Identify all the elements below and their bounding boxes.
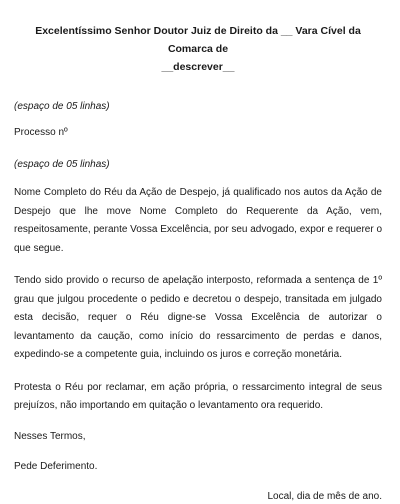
spacing-note: (espaço de 05 linhas) <box>14 159 110 170</box>
place-and-date: Local, dia de mês de ano. <box>267 490 382 502</box>
paragraph-request: Tendo sido provido o recurso de apelação interposto, reformada a sentença de 1º grau que julgou procedente o pedido e decretou o despejo, transitada em julgado esta decisão, requer o Réu digne-se Vossa Excelência de autorizar o levantamento da caução, como início do ressarcimento de perdas e danos, expedindo-se a competente guia, incluindo os juros e correção monetária. <box>14 275 382 360</box>
process-number-label: Processo nº <box>14 127 68 138</box>
heading-line-1: Excelentíssimo Senhor Doutor Juiz de Direito da __ Vara Cível da Comarca de <box>35 25 361 55</box>
heading-line-2: __descrever__ <box>161 61 235 73</box>
spacing-note: (espaço de 05 linhas) <box>14 101 110 112</box>
closing-terms: Nesses Termos, <box>14 430 86 442</box>
paragraph-introduction: Nome Completo do Réu da Ação de Despejo, já qualificado nos autos da Ação de Despejo que lhe move Nome Completo do Requerente da Ação, vem, respeitosamente, perante Vossa Excelência, por seu advogado, expor e requerer o que segue. <box>14 187 383 254</box>
paragraph-protest: Protesta o Réu por reclamar, em ação própria, o ressarcimento integral de seus prejuízos, não importando em quitação o levantamento ora requerido. <box>14 381 382 411</box>
closing-request: Pede Deferimento. <box>14 460 98 472</box>
document-heading <box>14 22 382 76</box>
